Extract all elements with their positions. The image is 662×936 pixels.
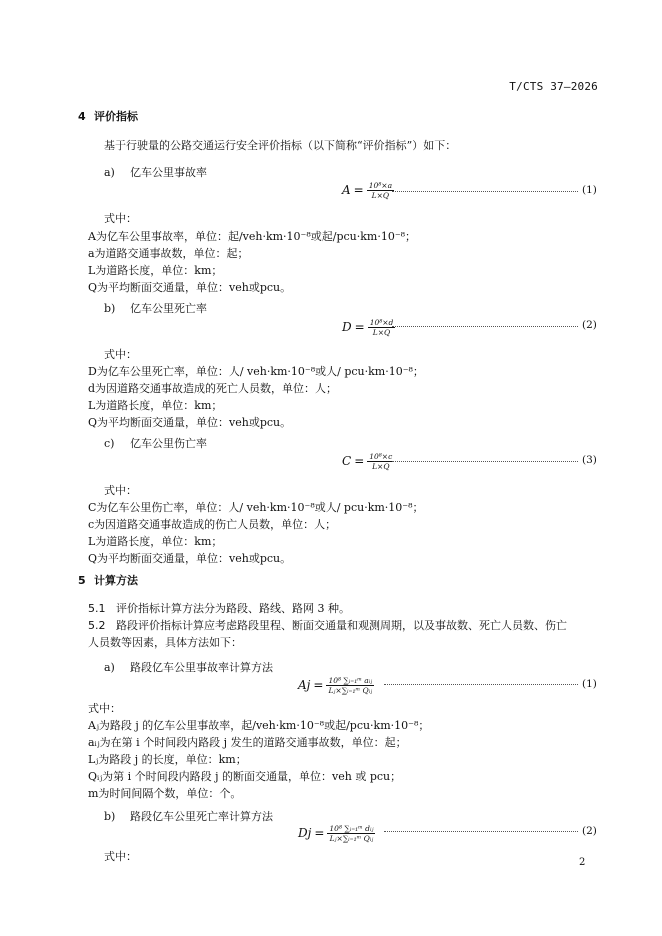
definition-1: C为亿车公里伤亡率，单位：人/ veh·km·10⁻⁸或人/ pcu·km·10⁻⁸； xyxy=(88,501,424,514)
definition-1: A为亿车公里事故率，单位：起/veh·km·10⁻⁸或起/pcu·km·10⁻⁸； xyxy=(88,230,417,243)
equation-number: (2) xyxy=(582,319,597,331)
where-label: 式中： xyxy=(88,702,121,715)
formula-fraction xyxy=(367,452,394,471)
formula-fraction xyxy=(368,318,396,337)
where-label: 式中： xyxy=(104,850,137,863)
definition-4: Q为平均断面交通量，单位：veh或pcu。 xyxy=(88,416,292,429)
formula-denominator: Lⱼ×∑ᵢ₌₁ᵐ Qᵢⱼ xyxy=(328,685,373,695)
item-b-heading xyxy=(104,300,207,316)
formula-3: C = $\frac{\text{10⁸×c}}{L\times Q}$ xyxy=(342,451,393,471)
standard-code: T/CTS 37—2026 xyxy=(509,80,598,93)
section-4-heading xyxy=(78,108,138,124)
item-title: 亿车公里事故率 xyxy=(130,166,207,179)
formula-1: A = $\frac{\text{10⁸×a}}{L\times Q}$ xyxy=(342,180,393,200)
item-title: 亿车公里死亡率 xyxy=(130,302,207,315)
definition-5: m为时间间隔个数，单位：个。 xyxy=(88,787,242,800)
method-a-heading xyxy=(104,659,273,675)
definition-2: a为道路交通事故数，单位：起； xyxy=(88,247,249,260)
definition-2: aᵢⱼ为在第 i 个时间段内路段 j 发生的道路交通事故数，单位：起； xyxy=(88,736,407,749)
item-label: b) xyxy=(104,302,116,315)
item-c-heading xyxy=(104,435,207,451)
item-a-heading xyxy=(104,164,207,180)
section-number: 5 xyxy=(78,574,86,587)
formula-2: D = $\frac{\text{10⁸×d}}{L\times Q}$ xyxy=(342,317,394,337)
formula-5-1: Aj = $\frac{\text{10⁸ ∑ᵢ₌₁ᵐ aᵢⱼ}}{\text{Lⱼ×∑ᵢ₌₁ᵐ Qᵢⱼ}}$ xyxy=(298,675,373,695)
section-5-heading xyxy=(78,572,138,588)
formula-lhs: Aj xyxy=(298,678,311,692)
formula-lhs: D xyxy=(342,320,352,334)
definition-1: Aⱼ为路段 j 的亿车公里事故率，起/veh·km·10⁻⁸或起/pcu·km·10⁻⁸； xyxy=(88,719,430,732)
leader-dots xyxy=(392,460,578,462)
formula-numerator: 10⁸×d xyxy=(369,317,394,327)
where-label: 式中： xyxy=(104,212,137,225)
definition-4: Qᵢⱼ为第 i 个时间段内路段 j 的断面交通量，单位：veh 或 pcu； xyxy=(88,770,402,783)
equation-number: (3) xyxy=(582,454,597,466)
equation-number: (1) xyxy=(582,184,597,196)
formula-denominator: Lⱼ×∑ᵢ₌₁ᵐ Qᵢⱼ xyxy=(329,833,374,843)
definition-4: Q为平均断面交通量，单位：veh或pcu。 xyxy=(88,281,292,294)
formula-denominator: L×Q xyxy=(372,327,391,337)
item-title: 路段亿车公里事故率计算方法 xyxy=(130,661,273,674)
where-label: 式中： xyxy=(104,348,137,361)
section-4-intro: 基于行驶量的公路交通运行安全评价指标（以下简称“评价指标”）如下： xyxy=(104,139,457,152)
item-title: 亿车公里伤亡率 xyxy=(130,437,207,450)
formula-fraction xyxy=(326,676,374,695)
definition-3: L为道路长度，单位：km； xyxy=(88,535,223,548)
item-label: c) xyxy=(104,437,115,450)
definition-2: c为因道路交通事故造成的伤亡人员数，单位：人； xyxy=(88,518,337,531)
equation-number: (2) xyxy=(582,825,597,837)
section-number: 4 xyxy=(78,110,86,123)
definition-3: L为道路长度，单位：km； xyxy=(88,399,223,412)
clause-text: 评价指标计算方法分为路段、路线、路网 3 种。 xyxy=(116,602,350,615)
page-number: 2 xyxy=(579,857,586,868)
leader-dots xyxy=(384,683,578,685)
leader-dots xyxy=(392,325,578,327)
section-title: 计算方法 xyxy=(94,574,138,587)
clause-number: 5.2 xyxy=(88,619,106,632)
formula-numerator: 10⁸ ∑ᵢ₌₁ᵐ dᵢⱼ xyxy=(329,823,374,833)
method-b-heading xyxy=(104,808,273,824)
leader-dots xyxy=(392,190,578,192)
item-label: a) xyxy=(104,661,115,674)
definition-4: Q为平均断面交通量，单位：veh或pcu。 xyxy=(88,552,292,565)
clause-5-1 xyxy=(88,600,350,616)
definition-3: Lⱼ为路段 j 的长度，单位：km； xyxy=(88,753,247,766)
leader-dots xyxy=(384,830,578,832)
item-title: 路段亿车公里死亡率计算方法 xyxy=(130,810,273,823)
formula-lhs: A xyxy=(342,183,351,197)
formula-numerator: 10⁸ ∑ᵢ₌₁ᵐ aᵢⱼ xyxy=(328,675,373,685)
formula-numerator: 10⁸×a xyxy=(368,180,393,190)
equation-number: (1) xyxy=(582,678,597,690)
formula-denominator: L×Q xyxy=(371,190,390,200)
formula-numerator: 10⁸×c xyxy=(369,451,393,461)
formula-denominator: L×Q xyxy=(372,461,390,471)
formula-5-2: Dj = $\frac{\text{10⁸ ∑ᵢ₌₁ᵐ dᵢⱼ}}{\text{Lⱼ×∑ᵢ₌₁ᵐ Qᵢⱼ}}$ xyxy=(298,823,374,843)
item-label: b) xyxy=(104,810,116,823)
item-label: a) xyxy=(104,166,115,179)
formula-lhs: Dj xyxy=(298,826,312,840)
formula-fraction xyxy=(327,824,375,843)
clause-text: 路段评价指标计算应考虑路段里程、断面交通量和观测周期，以及事故数、死亡人员数、伤亡 xyxy=(116,619,567,632)
formula-fraction xyxy=(367,181,394,200)
definition-2: d为因道路交通事故造成的死亡人员数，单位：人； xyxy=(88,382,338,395)
clause-5-2-continued: 人员数等因素，具体方法如下： xyxy=(88,636,242,649)
definition-1: D为亿车公里死亡率，单位：人/ veh·km·10⁻⁸或人/ pcu·km·10⁻⁸； xyxy=(88,365,424,378)
clause-5-2 xyxy=(88,617,567,633)
where-label: 式中： xyxy=(104,484,137,497)
formula-lhs: C xyxy=(342,454,352,468)
section-title: 评价指标 xyxy=(94,110,138,123)
clause-number: 5.1 xyxy=(88,602,106,615)
definition-3: L为道路长度，单位：km； xyxy=(88,264,223,277)
